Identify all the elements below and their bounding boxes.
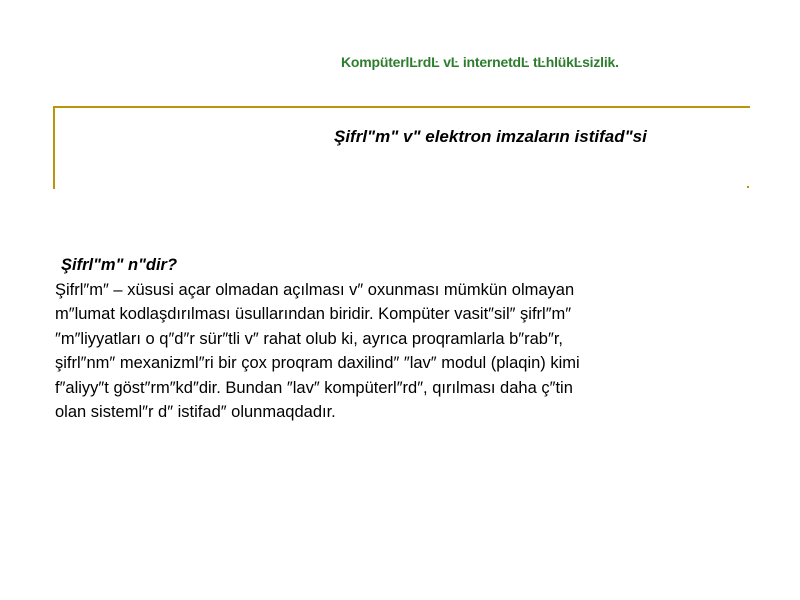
frame-corner-mark	[747, 186, 749, 188]
paragraph-line: f″aliyy″t göst″rm″kd″dir. Bundan ″lav″ kompüterl″rd″, qırılması daha ç″tin	[55, 378, 573, 397]
paragraph-line: Şifrl″m″ – xüsusi açar olmadan açılması v″ oxunması mümkün olmayan	[55, 280, 575, 299]
slide-header-title: KompüterlĿrdĿ vĿ internetdĿ tĿhlükĿsizlik.	[341, 54, 619, 70]
paragraph-line: şifrl″nm″ mexanizml″ri bir çox proqram daxilind″ ″lav″ modul (plaqin) kimi	[55, 354, 580, 372]
slide-subtitle: Şifrl"m" v" elektron imzaların istifad"si	[334, 127, 647, 146]
paragraph-line: m″lumat kodlaşdırılması üsullarından biridir. Kompüter vasit″sil″ şifrl″m″	[55, 305, 572, 323]
paragraph-line: ″m″liyyatları o q″d″r sür″tli v″ rahat olub ki, ayrıca proqramlarla b″rab″r,	[55, 329, 563, 348]
body-text-block	[55, 253, 755, 425]
frame-left-border	[53, 106, 55, 189]
frame-top-border	[54, 106, 750, 108]
paragraph-line: olan sisteml″r d″ istifad″ olunmaqdadır.	[55, 403, 336, 421]
question-heading: Şifrl"m" n"dir?	[61, 256, 178, 274]
